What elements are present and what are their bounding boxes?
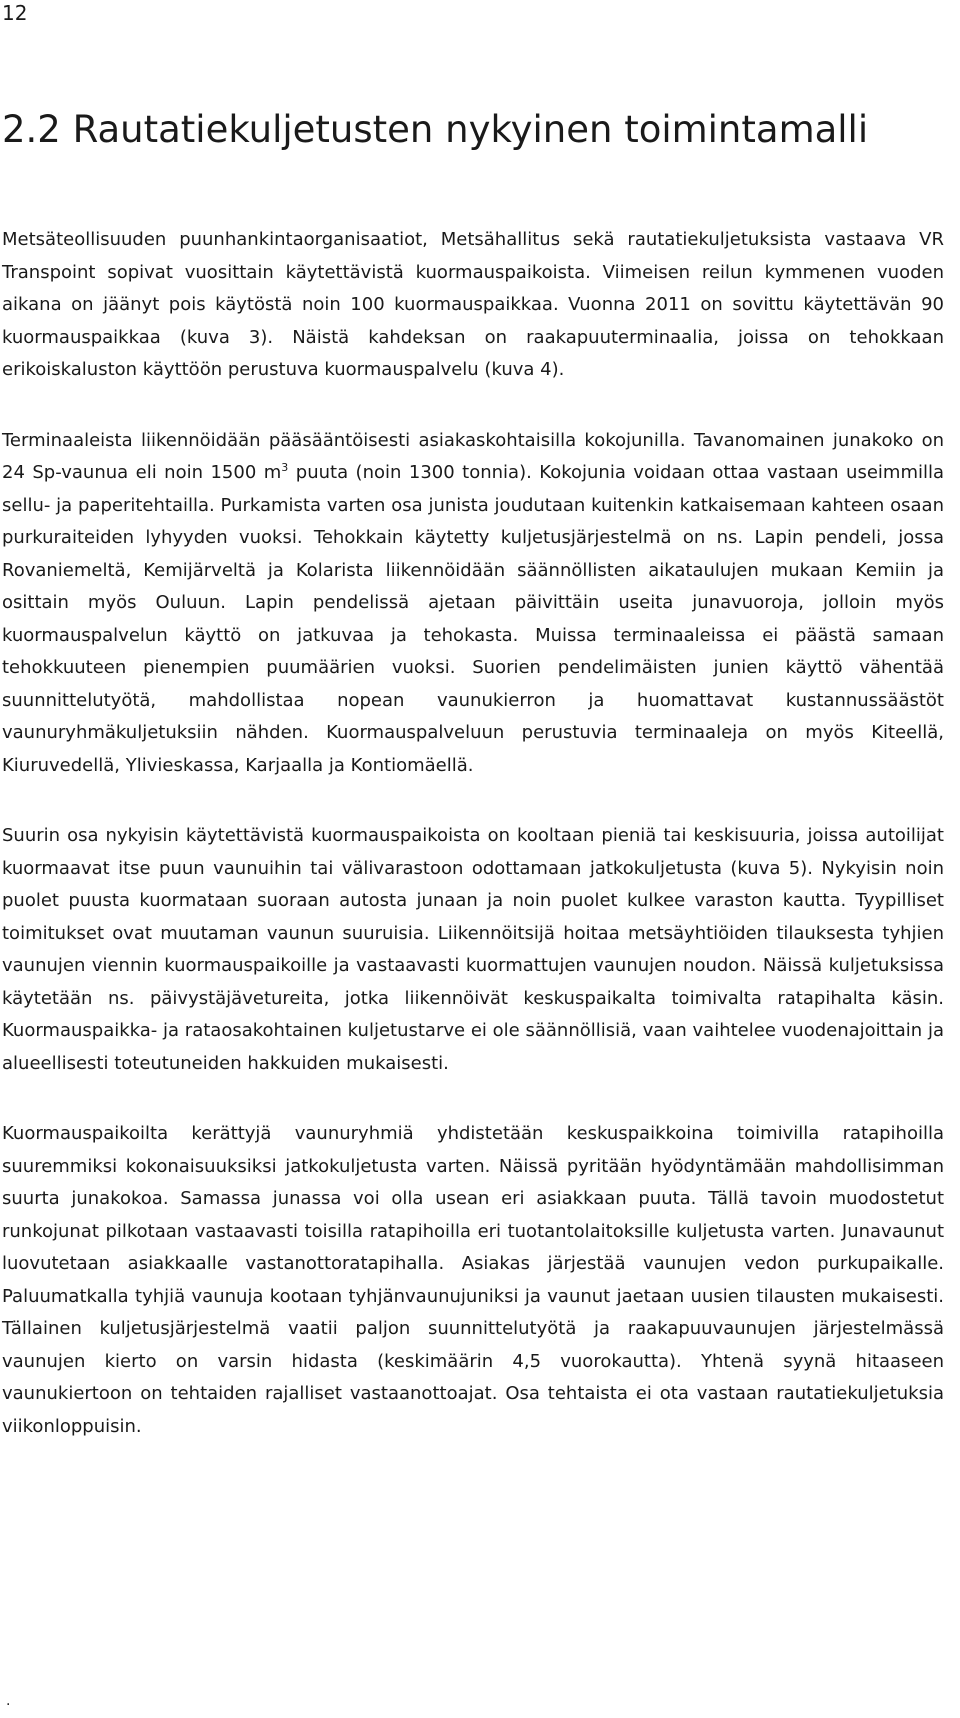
paragraph-small-sites: Suurin osa nykyisin käytettävistä kuormauspaikoista on kooltaan pieniä tai keskisuuria, joissa autoilijat kuormaavat itse puun vaunuihin tai välivarastoon odottamaan jatkokuljetusta (kuva 5). Nykyisin noin puolet puusta kuormataan suoraan autosta junaan ja noin puolet kulkee varaston kautta. Tyypilliset toimitukset ovat muutaman vaunun suuruisia. Liikennöitsijä hoitaa metsäyhtiöiden tilauksesta tyhjien vaunujen viennin kuormauspaikoille ja vastaavasti kuormattujen vaunujen noudon. Näissä kuljetuksissa käytetään ns. päivystäjävetureita, jotka liikennöivät keskuspaikalta toimivalta ratapihalta käsin. Kuormauspaikka- ja rataosakohtainen kuljetustarve ei ole säännöllisiä, vaan vaihtelee vuodenajoittain ja alueellisesti toteutuneiden hakkuiden mukaisesti.: [2, 825, 944, 1074]
section-heading: 2.2 Rautatiekuljetusten nykyinen toimintamalli: [2, 108, 869, 151]
paragraph-terminals-part-1: Terminaaleista liikennöidään pääsääntöisesti asiakaskohtaisilla kokojunilla. Tavanomainen junakoko on 24 Sp-vaunua eli noin 1500 m: [2, 429, 944, 483]
trailing-mark: .: [6, 1693, 11, 1709]
paragraph-terminals: [2, 425, 944, 783]
body-text: [2, 224, 944, 1481]
page-number: 12: [2, 1, 28, 25]
paragraph-wagon-groups: Kuormauspaikoilta kerättyjä vaunuryhmiä yhdistetään keskuspaikkoina toimivilla ratapihoilla suuremmiksi kokonaisuuksiksi jatkokuljetusta varten. Näissä pyritään hyödyntämään mahdollisimman suurta junakokoa. Samassa junassa voi olla usean eri asiakkaan puuta. Tällä tavoin muodostetut runkojunat pilkotaan vastaavasti toisilla ratapihoilla eri tuotantolaitoksille kuljetusta varten. Junavaunut luovutetaan asiakkaalle vastanottoratapihalla. Asiakas järjestää vaunujen vedon purkupaikalle. Paluumatkalla tyhjiä vaunuja kootaan tyhjänvaunujuniksi ja vaunut jaetaan uusien tilausten mukaisesti. Tällainen kuljetusjärjestelmä vaatii paljon suunnittelutyötä ja raakapuuvaunujen järjestelmässä vaunujen kierto on varsin hidasta (keskimäärin 4,5 vuorokautta). Yhtenä syynä hitaaseen vaunukiertoon on tehtaiden rajalliset vastaanottoajat. Osa tehtaista ei ota vastaan rautatiekuljetuksia viikonloppuisin.: [2, 1123, 944, 1437]
paragraph-terminals-part-2: puuta (noin 1300 tonnia). Kokojunia voidaan ottaa vastaan useimmilla sellu- ja paperitehtailla. Purkamista varten osa junista joudutaan kuitenkin katkaisemaan kahteen osaan purkuraiteiden lyhyyden vuoksi. Tehokkain käytetty kuljetusjärjestelmä on ns. Lapin pendeli, jossa Rovaniemeltä, Kemijärveltä ja Kolarista liikennöidään säännöllisten aikataulujen mukaan Kemiin ja osittain myös Ouluun. Lapin pendelissä ajetaan päivittäin useita junavuoroja, jolloin myös kuormauspalvelun käyttö on jatkuvaa ja tehokasta. Muissa terminaaleissa ei päästä samaan tehokkuuteen pienempien puumäärien vuoksi. Suorien pendelimäisten junien käyttö vähentää suunnittelutyötä, mahdollistaa nopean vaunukierron ja huomattavat kustannussäästöt vaunuryhmäkuljetuksiin nähden. Kuormauspalveluun perustuvia terminaaleja on myös Kiteellä, Kiuruvedellä, Ylivieskassa, Karjaalla ja Kontiomäellä.: [2, 462, 945, 776]
paragraph-loading-sites: Metsäteollisuuden puunhankintaorganisaatiot, Metsähallitus sekä rautatiekuljetuksista vastaava VR Transpoint sopivat vuosittain käytettävistä kuormauspaikoista. Viimeisen reilun kymmenen vuoden aikana on jäänyt pois käytöstä noin 100 kuormauspaikkaa. Vuonna 2011 on sovittu käytettävän 90 kuormauspaikkaa (kuva 3). Näistä kahdeksan on raakapuuterminaalia, joissa on tehokkaan erikoiskaluston käyttöön perustuva kuormauspalvelu (kuva 4).: [2, 229, 944, 380]
cubic-superscript: 3: [281, 461, 289, 474]
